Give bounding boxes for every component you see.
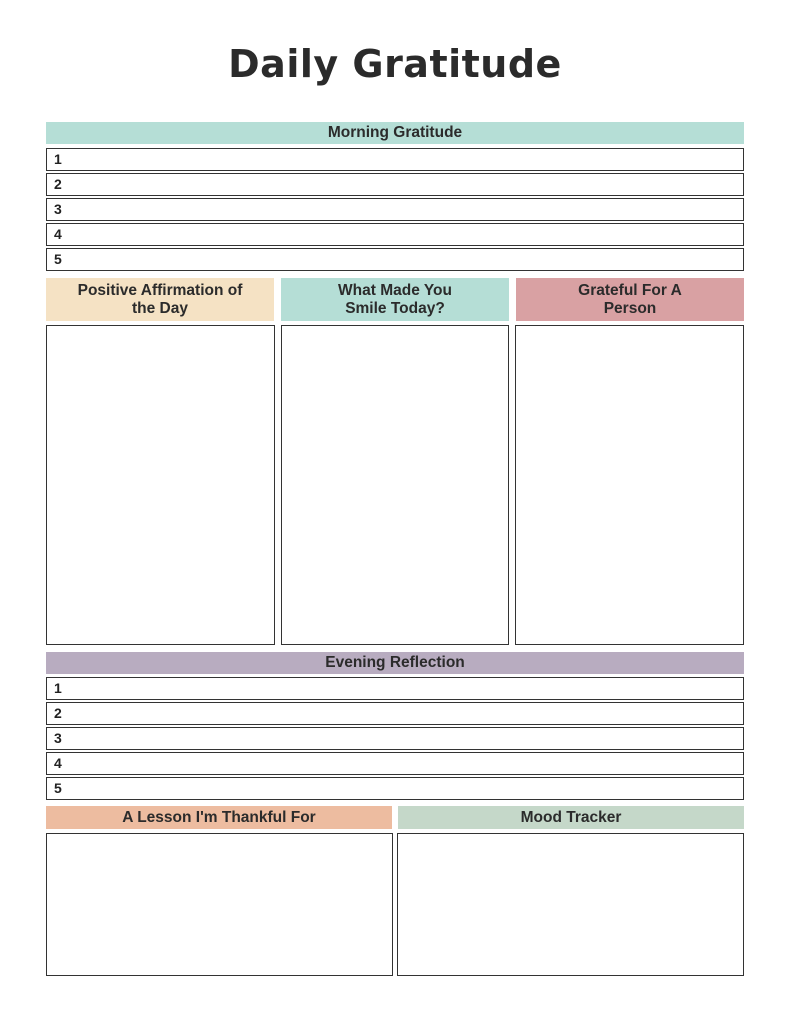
page-title: Daily Gratitude xyxy=(228,42,562,86)
morning-gratitude-line-2[interactable] xyxy=(46,173,744,196)
evening-reflection-line-2[interactable] xyxy=(46,702,744,725)
lesson-writing-box[interactable] xyxy=(46,833,393,976)
line-number: 4 xyxy=(54,755,62,771)
smile-writing-box[interactable] xyxy=(281,325,509,645)
lesson-header xyxy=(46,806,392,829)
evening-reflection-line-4[interactable] xyxy=(46,752,744,775)
line-number: 2 xyxy=(54,705,62,721)
smile-label: What Made You Smile Today? xyxy=(338,281,452,317)
morning-gratitude-line-3[interactable] xyxy=(46,198,744,221)
morning-gratitude-line-4[interactable] xyxy=(46,223,744,246)
line-number: 5 xyxy=(54,780,62,796)
mood-tracker-label: Mood Tracker xyxy=(520,808,622,826)
morning-gratitude-header xyxy=(46,122,744,144)
morning-gratitude-line-5[interactable] xyxy=(46,248,744,271)
affirmation-header xyxy=(46,278,274,321)
line-number: 1 xyxy=(54,151,62,167)
line-number: 5 xyxy=(54,251,62,267)
evening-reflection-line-1[interactable] xyxy=(46,677,744,700)
evening-reflection-header xyxy=(46,652,744,674)
grateful-person-label: Grateful For A Person xyxy=(578,281,682,317)
mood-tracker-box[interactable] xyxy=(397,833,744,976)
lesson-label: A Lesson I'm Thankful For xyxy=(122,808,316,826)
line-number: 1 xyxy=(54,680,62,696)
line-number: 4 xyxy=(54,226,62,242)
line-number: 3 xyxy=(54,730,62,746)
morning-gratitude-label: Morning Gratitude xyxy=(327,124,463,141)
smile-header xyxy=(281,278,509,321)
line-number: 2 xyxy=(54,176,62,192)
evening-reflection-line-5[interactable] xyxy=(46,777,744,800)
grateful-person-header xyxy=(516,278,744,321)
affirmation-writing-box[interactable] xyxy=(46,325,275,645)
line-number: 3 xyxy=(54,201,62,217)
evening-reflection-label: Evening Reflection xyxy=(325,654,465,671)
mood-tracker-header xyxy=(398,806,744,829)
evening-reflection-line-3[interactable] xyxy=(46,727,744,750)
affirmation-label: Positive Affirmation of the Day xyxy=(77,281,243,317)
grateful-person-writing-box[interactable] xyxy=(515,325,744,645)
morning-gratitude-line-1[interactable] xyxy=(46,148,744,171)
